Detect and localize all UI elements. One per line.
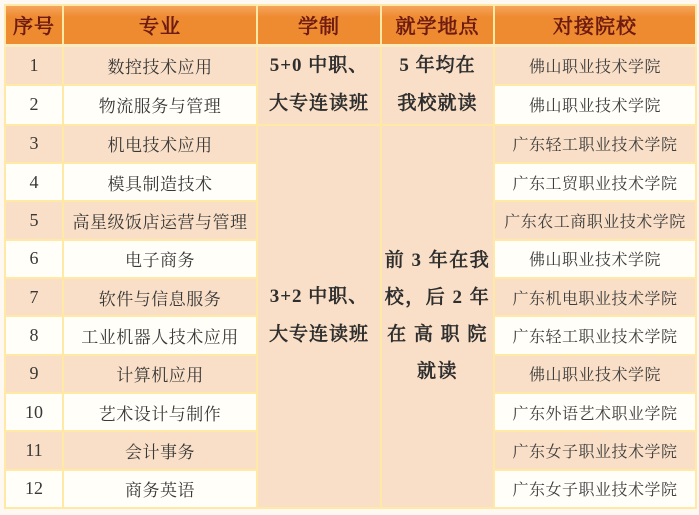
cell-major: 会计事务 [63,431,257,469]
cell-college: 广东工贸职业技术学院 [494,163,696,201]
cell-no: 7 [5,278,63,316]
merged-cell-system-rows-1-2 [257,45,381,124]
merged-location-line: 就读 [416,361,458,383]
cell-college: 广东机电职业技术学院 [494,278,696,316]
merged-system-line: 5+0 中职、 [269,55,369,77]
merged-location-line: 5 年均在 [399,55,476,77]
cell-college: 广东女子职业技术学院 [494,470,696,509]
cell-no: 10 [5,393,63,431]
cell-no: 8 [5,316,63,354]
header-row [5,5,696,45]
cell-college: 佛山职业技术学院 [494,45,696,85]
cell-major: 电子商务 [63,240,257,278]
header-cell-system: 学制 [257,5,381,45]
cell-college: 广东农工商职业技术学院 [494,201,696,239]
cell-college: 广东女子职业技术学院 [494,431,696,469]
merged-location-line: 在 高 职 院 [387,324,488,346]
merged-system-line: 大专连读班 [268,93,369,115]
enrollment-table [4,4,697,509]
cell-major: 高星级饭店运营与管理 [63,201,257,239]
cell-no: 12 [5,470,63,509]
merged-system-line: 大专连读班 [268,324,369,346]
cell-college: 广东轻工职业技术学院 [494,125,696,163]
cell-major: 软件与信息服务 [63,278,257,316]
cell-major: 商务英语 [63,470,257,509]
cell-college: 广东外语艺术职业学院 [494,393,696,431]
header-cell-no: 序号 [5,5,63,45]
cell-major: 工业机器人技术应用 [63,316,257,354]
header-cell-college: 对接院校 [494,5,696,45]
cell-major: 模具制造技术 [63,163,257,201]
cell-no: 2 [5,85,63,125]
merged-location-line: 校，后 2 年 [384,287,491,309]
cell-no: 6 [5,240,63,278]
cell-college: 佛山职业技术学院 [494,240,696,278]
cell-college: 佛山职业技术学院 [494,85,696,125]
table-row [5,45,696,85]
cell-major: 计算机应用 [63,355,257,393]
merged-cell-system-rows-3-12 [257,125,381,508]
cell-no: 4 [5,163,63,201]
merged-cell-location-rows-3-12 [381,125,494,508]
cell-college: 广东轻工职业技术学院 [494,316,696,354]
merged-location-line: 前 3 年在我 [384,250,491,272]
cell-major: 物流服务与管理 [63,85,257,125]
cell-no: 11 [5,431,63,469]
cell-no: 9 [5,355,63,393]
cell-no: 3 [5,125,63,163]
cell-no: 5 [5,201,63,239]
merged-location-line: 我校就读 [397,93,478,115]
cell-major: 机电技术应用 [63,125,257,163]
table-row [5,125,696,163]
header-cell-location: 就学地点 [381,5,494,45]
cell-college: 佛山职业技术学院 [494,355,696,393]
merged-cell-location-rows-1-2 [381,45,494,124]
cell-major: 数控技术应用 [63,45,257,85]
header-cell-major: 专业 [63,5,257,45]
cell-no: 1 [5,45,63,85]
merged-system-line: 3+2 中职、 [269,286,369,308]
cell-major: 艺术设计与制作 [63,393,257,431]
